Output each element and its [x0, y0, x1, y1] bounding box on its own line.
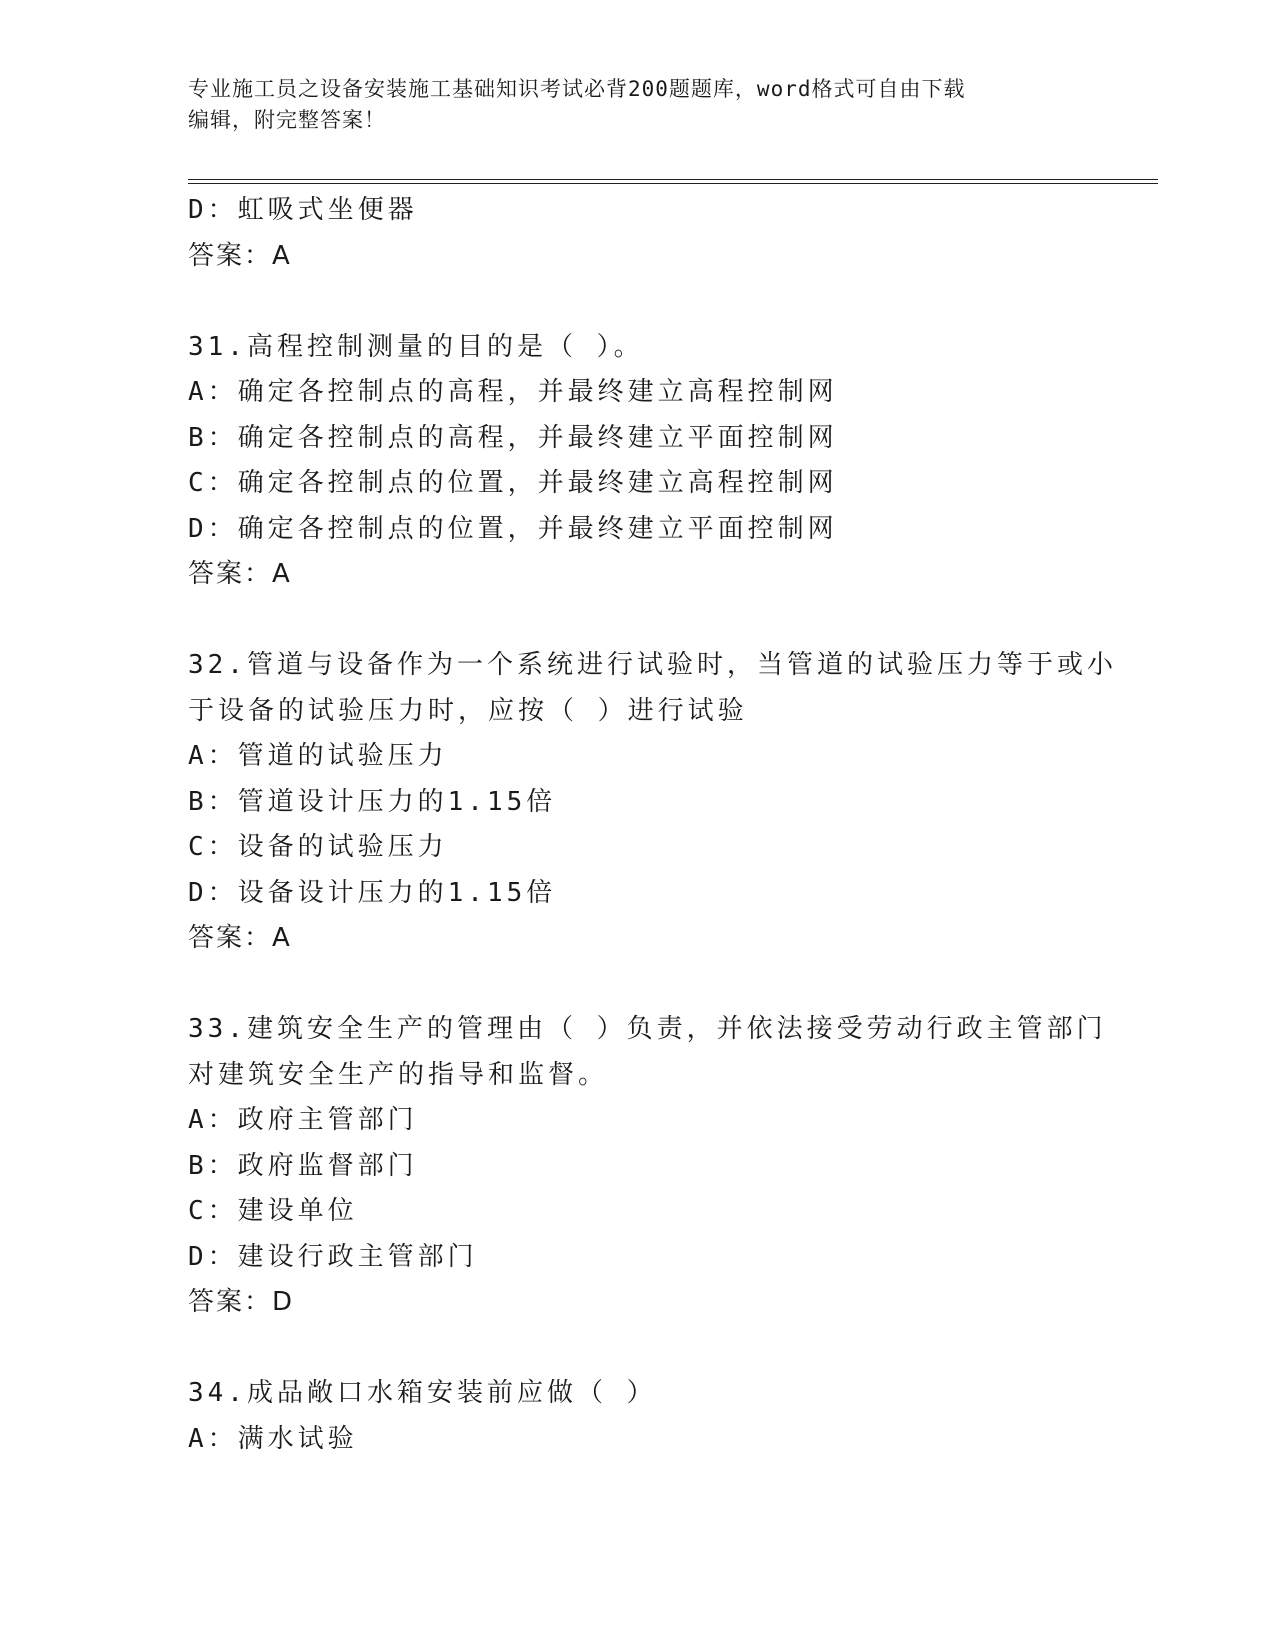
question-stem-continued: 对建筑安全生产的指导和监督。 [188, 1059, 609, 1090]
header-line-1: 专业施工员之设备安装施工基础知识考试必背200题题库，word格式可自由下载 [188, 77, 966, 101]
question-32 [188, 643, 1117, 962]
header-double-rule [188, 179, 1158, 184]
question-stem: 33.建筑安全生产的管理由（ ）负责，并依法接受劳动行政主管部门 [188, 1014, 1107, 1044]
option-d: D：建设行政主管部门 [188, 1241, 478, 1272]
option-b: B：确定各控制点的高程，并最终建立平面控制网 [188, 422, 838, 453]
option-d: D：设备设计压力的1.15倍 [188, 877, 557, 908]
question-31 [188, 325, 1088, 598]
spacer [188, 598, 1088, 644]
spacer [188, 962, 1088, 1008]
option-c: C：设备的试验压力 [188, 832, 448, 862]
answer: 答案：D [188, 1287, 295, 1317]
answer: 答案：A [188, 923, 292, 953]
option-a: A：满水试验 [188, 1423, 358, 1454]
option-d: D：确定各控制点的位置，并最终建立平面控制网 [188, 513, 838, 544]
option-a: A：管道的试验压力 [188, 741, 448, 771]
question-stem: 32.管道与设备作为一个系统进行试验时，当管道的试验压力等于或小 [188, 650, 1117, 680]
carryover-option-d: D：虹吸式坐便器 [188, 195, 418, 225]
question-stem: 34.成品敞口水箱安装前应做（ ） [188, 1378, 657, 1408]
spacer [188, 1326, 1088, 1372]
page-header [188, 74, 1088, 136]
option-a: A：政府主管部门 [188, 1105, 418, 1135]
question-33 [188, 1007, 1107, 1326]
header-line-2: 编辑，附完整答案！ [188, 108, 386, 132]
question-stem: 31.高程控制测量的目的是（ ）。 [188, 331, 644, 362]
question-content [188, 188, 1117, 1462]
spacer [188, 279, 1088, 325]
option-b: B：政府监督部门 [188, 1150, 418, 1181]
question-34 [188, 1371, 1088, 1462]
option-b: B：管道设计压力的1.15倍 [188, 786, 557, 817]
question-stem-continued: 于设备的试验压力时，应按（ ）进行试验 [188, 695, 748, 726]
carryover-answer: 答案：A [188, 240, 292, 271]
option-a: A：确定各控制点的高程，并最终建立高程控制网 [188, 377, 838, 407]
option-c: C：确定各控制点的位置，并最终建立高程控制网 [188, 468, 838, 498]
option-c: C：建设单位 [188, 1196, 358, 1226]
answer: 答案：A [188, 559, 292, 589]
